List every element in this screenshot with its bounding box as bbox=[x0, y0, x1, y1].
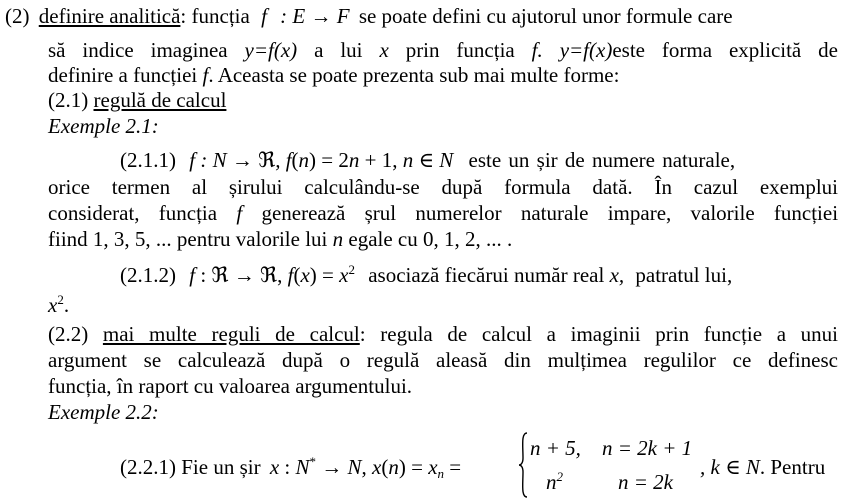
formula-2-2-1: x bbox=[269, 455, 280, 479]
formula-2-2-1-part: ) = bbox=[398, 455, 429, 479]
p2-term: definire analitică bbox=[38, 4, 181, 28]
formula-2-1-2-part: x bbox=[339, 263, 349, 287]
p2-text: a lui bbox=[314, 38, 363, 62]
case-2-condition: n = 2k bbox=[618, 470, 673, 494]
formula-2-1-2-part: ) = bbox=[309, 263, 340, 287]
example-text: x bbox=[48, 293, 58, 317]
case-1-value: n + 5, bbox=[530, 436, 581, 460]
p22-line-1 bbox=[48, 322, 838, 346]
example-2-1-1-line-2 bbox=[48, 175, 838, 199]
p2-number: (2) bbox=[5, 4, 30, 28]
case-2-exponent: 2 bbox=[556, 469, 563, 484]
p2-text: este forma explicită de bbox=[612, 38, 838, 62]
formula-2-1-1-part: : N → ℜ, f bbox=[195, 148, 292, 172]
formula-2-1-1-part: n bbox=[348, 148, 360, 172]
p22-text: funcția, în raport cu valoarea argumentului. bbox=[48, 374, 413, 398]
example-number: (2.1.1) bbox=[120, 148, 176, 172]
example-2-2-1-tail bbox=[700, 455, 825, 479]
example-text: x, bbox=[609, 263, 625, 287]
formula-f-e-to-f-part: : E → F bbox=[274, 4, 350, 28]
example-2-1-2-line-2 bbox=[48, 293, 69, 317]
example-text: egale cu 0, 1, 2, ... . bbox=[348, 227, 513, 251]
p2-text: f. bbox=[531, 38, 543, 62]
formula-2-2-1-part: x bbox=[428, 455, 438, 479]
case-1 bbox=[530, 436, 693, 461]
p21-heading bbox=[48, 88, 226, 112]
example-2-1-1-line-3 bbox=[48, 201, 838, 225]
formula-2-1-1-part: ( bbox=[291, 148, 299, 172]
formula-2-2-1-part: N bbox=[295, 455, 310, 479]
p2-text: f bbox=[202, 63, 209, 87]
p22-term: mai multe reguli de calcul bbox=[102, 322, 360, 346]
case-1-condition: n = 2k + 1 bbox=[602, 436, 693, 460]
example-number: (2.2.1) bbox=[120, 455, 176, 479]
p2-line-2 bbox=[48, 38, 838, 62]
p2-text: y=f(x) bbox=[559, 38, 613, 62]
formula-2-2-1-part: * bbox=[309, 454, 317, 469]
formula-2-2-1-part: , bbox=[361, 455, 373, 479]
formula-2-1-2-part: 2 bbox=[348, 262, 355, 277]
formula-2-2-1-part: → bbox=[316, 455, 348, 479]
formula-2-2-1-part: n bbox=[388, 455, 399, 479]
formula-2-1-2-part: ( bbox=[293, 263, 301, 287]
formula-2-2-1-part: = bbox=[444, 455, 462, 479]
example-2-2-1 bbox=[120, 455, 461, 479]
formula-2-2-1-part: n bbox=[437, 466, 445, 481]
example-text: f bbox=[236, 201, 243, 225]
formula-2-1-1: f bbox=[189, 148, 196, 172]
example-text: Fie un șir bbox=[181, 455, 261, 479]
example-text: n bbox=[332, 227, 344, 251]
example-text: patratul lui, bbox=[635, 263, 733, 287]
p2-line-1 bbox=[5, 4, 733, 28]
example-text: 2 bbox=[57, 292, 64, 307]
formula-2-1-1-part: N bbox=[439, 148, 454, 172]
example-number: (2.1.2) bbox=[120, 263, 176, 287]
p22-examples-label: Exemple 2.2: bbox=[48, 400, 159, 424]
formula-2-2-1-part: : bbox=[279, 455, 296, 479]
p2-text: prin funcția bbox=[405, 38, 515, 62]
example-text: . Pentru bbox=[759, 455, 826, 479]
formula-2-1-1-part: + 1, bbox=[359, 148, 403, 172]
formula-2-1-2-part: x bbox=[300, 263, 310, 287]
formula-2-1-1-part: ∈ bbox=[413, 148, 440, 172]
formula-2-1-2: f bbox=[189, 263, 196, 287]
p22-line-2 bbox=[48, 348, 838, 372]
example-text: considerat, funcția bbox=[48, 201, 218, 225]
example-text: orice termen al șirului calculându-se după formula dată. În cazul exemplui bbox=[48, 175, 838, 199]
example-text: generează șrul numerelor naturale impare, valorile funcției bbox=[261, 201, 839, 225]
p2-text: să indice imaginea bbox=[48, 38, 228, 62]
formula-f-e-to-f: f bbox=[261, 4, 267, 28]
example-2-1-2 bbox=[120, 263, 732, 287]
formula-2-1-2-part: : ℜ → ℜ, bbox=[195, 263, 288, 287]
case-2-value: n bbox=[546, 470, 557, 494]
formula-2-2-1-part: x bbox=[372, 455, 382, 479]
example-text: fiind 1, 3, 5, ... pentru valorile lui bbox=[48, 227, 328, 251]
example-text: . bbox=[63, 293, 70, 317]
p2-text: x bbox=[379, 38, 389, 62]
p21-number: (2.1) bbox=[48, 88, 89, 112]
cases-brace bbox=[518, 432, 528, 498]
p21-examples-label: Exemple 2.1: bbox=[48, 114, 159, 138]
p2-text: : funcția bbox=[180, 4, 250, 28]
case-2 bbox=[546, 469, 673, 495]
p22-number: (2.2) bbox=[48, 322, 89, 346]
formula-2-2-1-tail: , k ∈ N bbox=[700, 455, 760, 479]
p21-term: regulă de calcul bbox=[93, 88, 227, 112]
p2-text: . Aceasta se poate prezenta sub mai multe forme: bbox=[208, 63, 620, 87]
formula-2-1-1-part: n bbox=[402, 148, 414, 172]
p2-text: definire a funcției bbox=[48, 63, 198, 87]
formula-2-1-2-part: f bbox=[287, 263, 294, 287]
p22-text: : regula de calcul a imaginii prin funcție a unui bbox=[359, 322, 839, 346]
p2-line-3 bbox=[48, 63, 619, 87]
p22-text: argument se calculează după o regulă aleasă din mulțimea regulilor ce definesc bbox=[48, 348, 838, 372]
example-2-1-1 bbox=[120, 148, 735, 172]
p2-text: y=f(x) bbox=[244, 38, 298, 62]
p2-text: se poate defini cu ajutorul unor formule care bbox=[358, 4, 733, 28]
formula-2-1-1-part: n bbox=[298, 148, 310, 172]
formula-2-1-1-part: ) = 2 bbox=[309, 148, 349, 172]
p22-line-3 bbox=[48, 374, 412, 398]
formula-2-2-1-part: N bbox=[347, 455, 362, 479]
formula-2-2-1-part: ( bbox=[381, 455, 389, 479]
example-2-1-1-line-4 bbox=[48, 227, 512, 251]
example-text: este un șir de numere naturale, bbox=[468, 148, 736, 172]
example-text: asociază fiecărui număr real bbox=[368, 263, 605, 287]
